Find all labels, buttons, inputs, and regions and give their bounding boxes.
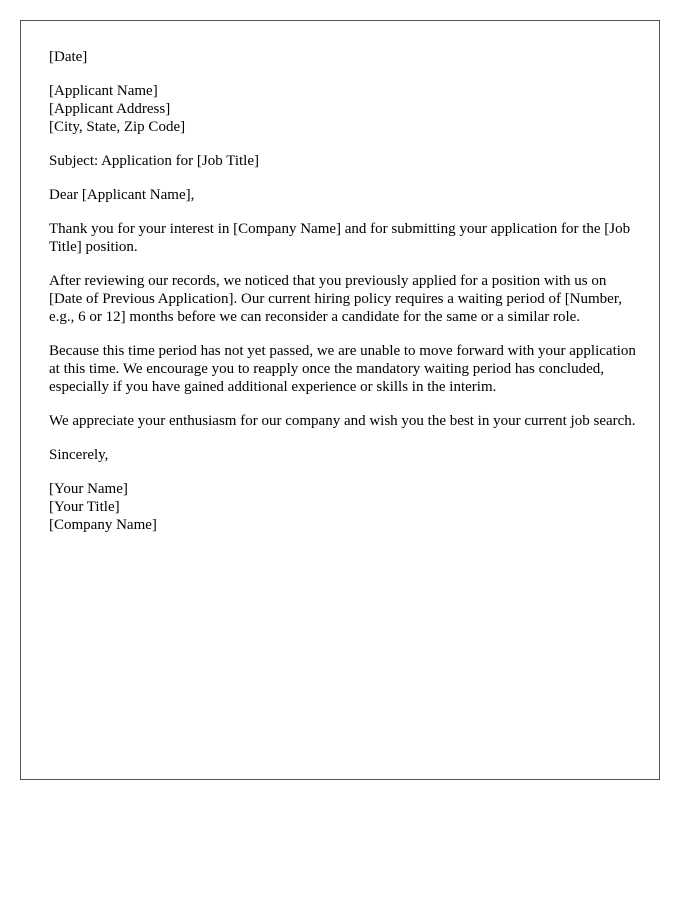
letter-date: [Date] (49, 49, 88, 65)
letter-body (49, 48, 639, 550)
body-paragraph-3 (49, 342, 639, 396)
letter-closing: Sincerely, (49, 447, 109, 463)
recipient-city-state-zip: [City, State, Zip Code] (49, 119, 186, 135)
date-block (49, 48, 639, 66)
recipient-address: [Applicant Address] (49, 101, 171, 117)
signature-title: [Your Title] (49, 499, 120, 515)
body-paragraph-1 (49, 220, 639, 256)
body-paragraph-text: Thank you for your interest in [Company Name] and for submitting your application for the [Job Title] position. (49, 221, 631, 255)
body-paragraph-text: We appreciate your enthusiasm for our company and wish you the best in your current job search. (49, 413, 636, 429)
closing-block (49, 446, 639, 464)
signature-block (49, 480, 639, 534)
letter-salutation: Dear [Applicant Name], (49, 187, 195, 203)
subject-block (49, 152, 639, 170)
recipient-name: [Applicant Name] (49, 83, 158, 99)
signature-company: [Company Name] (49, 517, 157, 533)
body-paragraph-4 (49, 412, 639, 430)
signature-name: [Your Name] (49, 481, 128, 497)
body-paragraph-text: Because this time period has not yet passed, we are unable to move forward with your application at this time. We encourage you to reapply once the mandatory waiting period has concluded, especially if you have gained additional experience or skills in the interim. (49, 343, 636, 395)
letter-page (20, 20, 660, 780)
salutation-block (49, 186, 639, 204)
body-paragraph-2 (49, 272, 639, 326)
letter-subject: Subject: Application for [Job Title] (49, 153, 259, 169)
body-paragraph-text: After reviewing our records, we noticed that you previously applied for a position with us on [Date of Previous Application]. Our current hiring policy requires a waiting period of [Number, e.g., 6 or 12] months before we can reconsider a candidate for the same or a similar role. (49, 273, 622, 325)
recipient-address-block (49, 82, 639, 136)
